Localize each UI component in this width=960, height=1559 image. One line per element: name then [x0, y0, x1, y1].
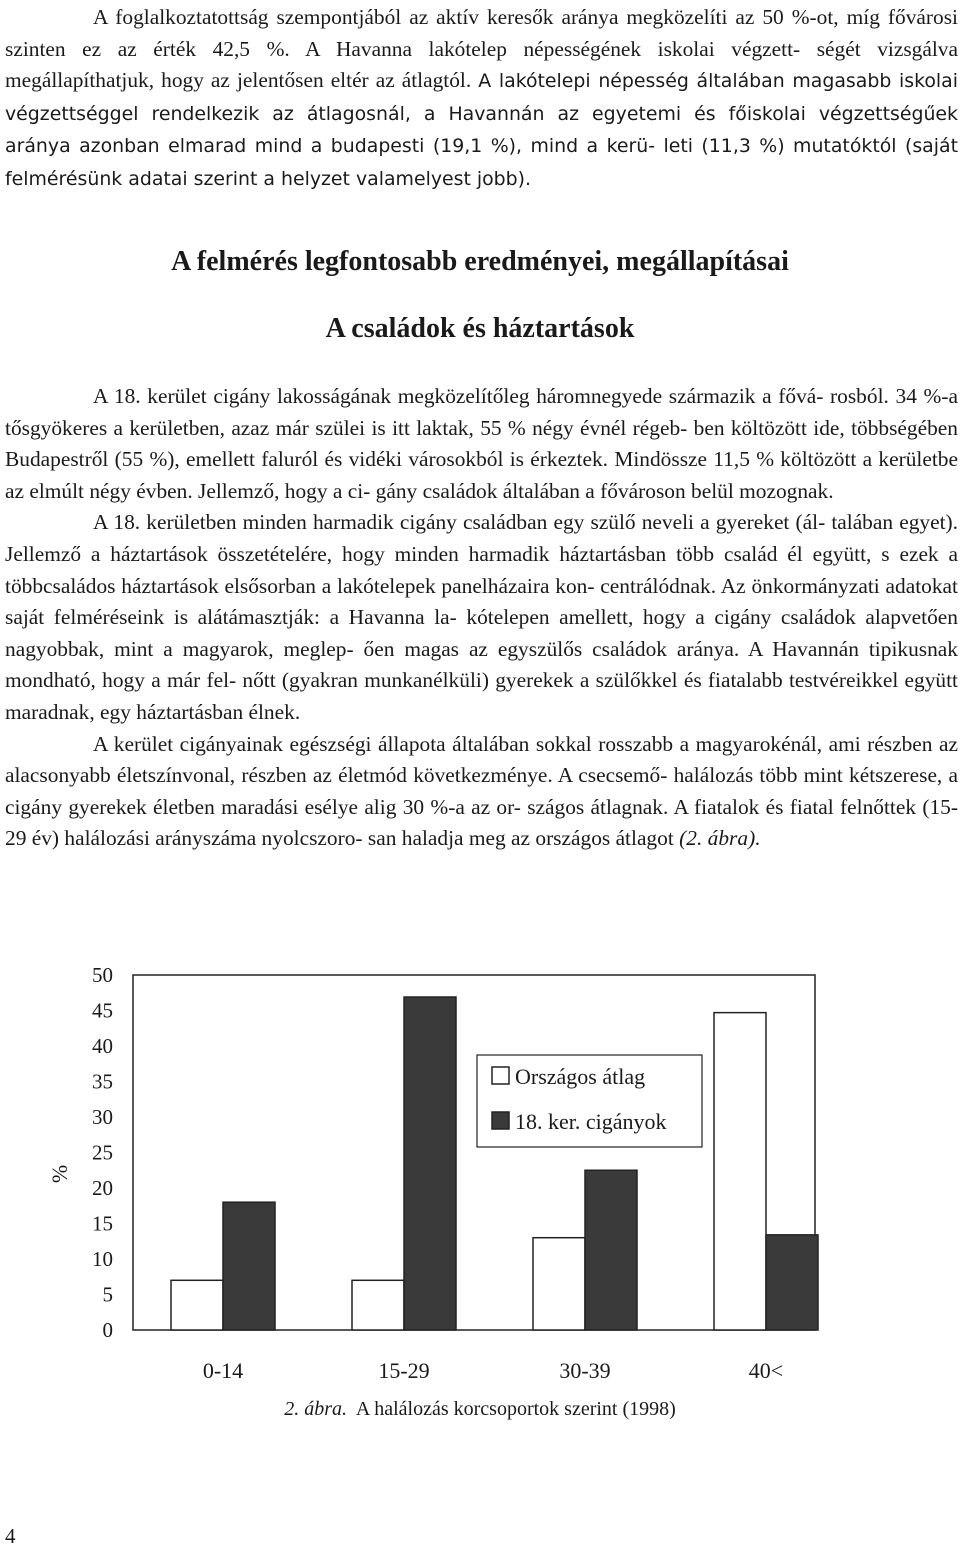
paragraph-origin: A 18. kerület cigány lakosságának megközelítőleg háromnegyede származik a fővá- rosból. 34 %-a tősgyökeres a kerületben, azaz már szülei is itt laktak, 55 % négy évnél régeb- ben költözött ide, többségében Budapestről (55 %), emellett faluról és vidéki városokból is érkeztek. Mindössze 11,5 % költözött a kerületbe az elmúlt négy évben. Jellemző, hogy a ci- gány családok általában a fővároson belül mozognak. — [5, 384, 958, 503]
paragraph-health — [5, 729, 958, 855]
x-tick-label: 15-29 — [378, 1358, 430, 1383]
y-tick-label: 20 — [92, 1176, 113, 1200]
y-tick-label: 10 — [92, 1247, 113, 1271]
y-tick-label: 15 — [92, 1211, 113, 1236]
figure-reference: (2. ábra). — [679, 826, 761, 851]
bar-cigany-1 — [404, 997, 456, 1330]
y-tick-label: 50 — [92, 963, 113, 987]
legend-swatch — [492, 1112, 509, 1129]
mortality-bar-chart — [0, 940, 960, 1400]
x-tick-label: 0-14 — [202, 1358, 244, 1383]
y-tick-label: 35 — [92, 1069, 113, 1094]
intro-paragraph — [5, 2, 958, 196]
bar-orszagos-atlag-2 — [533, 1238, 585, 1330]
bar-orszagos-atlag-3 — [714, 1013, 766, 1330]
section-heading: A felmérés legfontosabb eredményei, megállapításai — [171, 246, 789, 277]
legend-label: 18. ker. cigányok — [515, 1109, 667, 1134]
legend-swatch — [492, 1067, 509, 1084]
paragraph-households: A 18. kerületben minden harmadik cigány családban egy szülő neveli a gyereket (ál- talában egyet). Jellemző a háztartások összetételére, hogy minden harmadik háztartásban több család él együtt, s ezek a többcsaládos háztartások elsősorban a lakótelepek panelházaira kon- centrálódnak. Az önkormányzati adatokat saját felméréseink is alátámasztják: a Havanna la- kótelepen amellett, hogy a cigány családok alapvetően nagyobbak, mint a magyarok, meglep- ően magas az egyszülős családok aránya. A Havannán tipikusnak mondható, hogy a már fel- nőtt (gyakran munkanélküli) gyerekek a szülőkkel és fiatalabb testvéreikkel együtt maradnak, egy háztartásban élnek. — [5, 510, 958, 724]
bar-orszagos-atlag-1 — [352, 1280, 404, 1330]
y-tick-label: 40 — [92, 1034, 113, 1058]
y-tick-label: 0 — [102, 1318, 113, 1342]
figure-title: A halálozás korcsoportok szerint (1998) — [355, 1398, 676, 1420]
body-text — [5, 381, 958, 855]
y-axis-label: % — [47, 1164, 72, 1184]
intro-text-sans: A lakótelepi népesség általában magasabb iskolai végzettséggel rendelkezik az átlagosnál, a Havannán az egyetemi és főiskolai végzettségűek aránya azonban elmarad mind a budapesti (19,1 %), mind a kerü- leti (11,3 %) mutatóktól (saját felmérésünk adatai szerint a helyzet valamelyest jobb). — [5, 70, 958, 190]
x-tick-label: 40< — [748, 1358, 784, 1383]
x-tick-label: 30-39 — [559, 1358, 611, 1383]
y-tick-label: 30 — [92, 1105, 113, 1129]
legend-label: Országos átlag — [515, 1064, 646, 1089]
intro-text-serif: A foglalkoztatottság szempontjából az aktív keresők aránya megközelíti az 50 %-ot, míg fővárosi szinten ez az érték 42,5 %. A Havanna lakótelep népességének iskolai végzett- ségét vizsgálva megállapíthatjuk, hogy az jelentősen eltér az átlagtól. — [5, 5, 958, 93]
y-tick-label: 25 — [92, 1140, 113, 1165]
y-tick-label: 45 — [92, 998, 113, 1023]
figure-caption — [0, 1398, 960, 1421]
bar-cigany-3 — [766, 1235, 818, 1330]
figure-label: 2. ábra. — [284, 1398, 347, 1420]
bar-cigany-2 — [585, 1170, 637, 1330]
y-tick-label: 5 — [102, 1282, 113, 1307]
health-text: A kerület cigányainak egészségi állapota általában sokkal rosszabb a magyarokénál, ami részben az alacsonyabb életszínvonal, részben az életmód következménye. A csecsemő- halálozás több mint kétszerese, a cigány gyerekek életben maradási esélye alig 30 %-a az or- szágos átlagnak. A fiatalok és fiatal felnőttek (15-29 év) halálozási arányszáma nyolcszoro- san haladja meg az országos átlagot — [5, 731, 958, 851]
subsection-heading: A családok és háztartások — [325, 313, 635, 344]
page-number: 4 — [5, 1524, 16, 1548]
bar-orszagos-atlag-0 — [171, 1280, 223, 1330]
bar-cigany-0 — [223, 1202, 275, 1330]
